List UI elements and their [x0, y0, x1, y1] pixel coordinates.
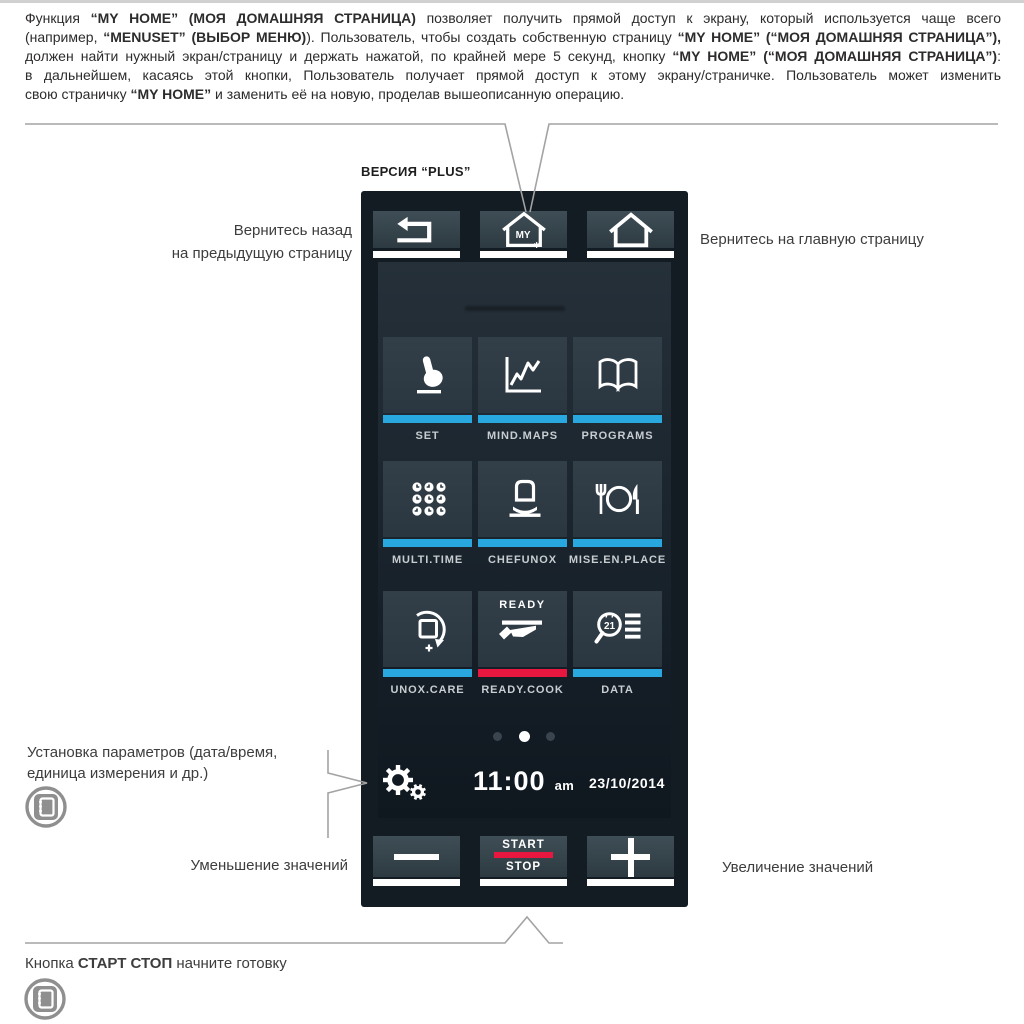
button-underline [480, 251, 567, 258]
my-home-button-tile[interactable] [480, 211, 567, 248]
home-button[interactable] [587, 211, 674, 258]
main-home-annotation: Вернитесь на главную страницу [700, 231, 924, 248]
pager-dot-active[interactable] [519, 731, 530, 742]
tile-label: MIND.MAPS [486, 430, 559, 442]
faint-watermark-text [465, 306, 565, 311]
ready-text: READY [499, 599, 546, 611]
clock-display [473, 766, 574, 797]
svg-text:MY: MY [515, 229, 531, 241]
button-underline [480, 879, 567, 886]
start-stop-red-bar [494, 852, 553, 858]
intro-line: свою страничку “MY HOME” и заменить её на новую, проделав вышеописанную операцию. [25, 86, 625, 102]
rotate-square-icon [404, 605, 452, 653]
button-underline [587, 879, 674, 886]
clock-grid-icon [404, 476, 452, 522]
search-list-icon [592, 608, 644, 650]
my-home-icon [498, 211, 550, 249]
tile-label: DATA [601, 684, 634, 696]
tile-accent-bar [478, 539, 567, 547]
button-underline [373, 251, 460, 258]
my-home-button[interactable] [480, 211, 567, 258]
tile-unox-care-button[interactable] [383, 591, 472, 667]
settings-annotation-line1: Установка параметров (дата/время, [27, 744, 278, 761]
back-arrow-icon [394, 215, 440, 245]
tile-label: PROGRAMS [581, 430, 654, 442]
tile-ready-cook-button[interactable] [478, 591, 567, 667]
start-stop-button[interactable] [480, 836, 567, 886]
increase-button-tile[interactable] [587, 836, 674, 877]
tile-label: UNOX.CARE [390, 684, 465, 696]
increase-button[interactable] [587, 836, 674, 886]
intro-line: в дальнейшем, касаясь этой кнопки, Пользователь получает прямой доступ к этому экрану/страничке. Пользователь может изменить [25, 67, 1001, 83]
tile-label: MISE.EN.PLACE [568, 554, 667, 566]
page-edge-line [0, 0, 1024, 3]
tile-accent-bar [478, 669, 567, 677]
pager-dot[interactable] [546, 732, 555, 741]
back-annotation-line1: Вернитесь назад [233, 222, 352, 239]
open-book-icon [594, 353, 642, 397]
pager-dot[interactable] [493, 732, 502, 741]
plus-icon [628, 838, 634, 877]
button-underline [587, 251, 674, 258]
intro-line: (например, “MENUSET” (ВЫБОР МЕНЮ)). Пользователь, чтобы создать собственную страницу “MY HOME” (“МОЯ ДОМАШНЯЯ СТРАНИЦА”), [25, 29, 1001, 45]
increase-annotation: Увеличение значений [722, 859, 874, 876]
tile-chefunox-button[interactable] [478, 461, 567, 537]
tile-multi-time-button[interactable] [383, 461, 472, 537]
intro-line: Функция “MY HOME” (МОЯ ДОМАШНЯЯ СТРАНИЦА) позволяет получить прямой доступ к экрану, который используется чаще всего [25, 10, 1002, 26]
tile-label: MULTI.TIME [391, 554, 464, 566]
back-annotation-line2: на предыдущую страницу [171, 245, 352, 262]
tile-mind-maps-button[interactable] [478, 337, 567, 413]
tile-label: SET [415, 430, 440, 442]
button-underline [373, 879, 460, 886]
tile-mise-en-place-button[interactable] [573, 461, 662, 537]
start-label: START [502, 839, 545, 851]
settings-annotation [27, 742, 277, 784]
time-value: 11:00 [473, 766, 546, 796]
svg-text:21: 21 [603, 621, 615, 632]
settings-annotation-line2: единица измерения и др.) [27, 765, 209, 782]
tile-set-button[interactable] [383, 337, 472, 413]
chef-icon [499, 476, 547, 522]
tile-accent-bar [573, 669, 662, 677]
tile-accent-bar [478, 415, 567, 423]
tile-accent-bar [573, 415, 662, 423]
hand-tray-icon [496, 617, 548, 643]
manual-booklet-icon [24, 785, 68, 829]
tile-accent-bar [383, 415, 472, 423]
tile-programs-button[interactable] [573, 337, 662, 413]
decrease-annotation: Уменьшение значений [190, 857, 348, 874]
stop-label: STOP [505, 861, 542, 873]
start-stop-button-tile[interactable] [480, 836, 567, 877]
line-chart-icon [499, 352, 547, 398]
version-label: ВЕРСИЯ “PLUS” [361, 164, 471, 179]
tile-accent-bar [383, 669, 472, 677]
home-button-tile[interactable] [587, 211, 674, 248]
decrease-button-tile[interactable] [373, 836, 460, 877]
plate-cutlery-icon [592, 476, 644, 522]
decrease-button[interactable] [373, 836, 460, 886]
back-button[interactable] [373, 211, 460, 258]
date-display: 23/10/2014 [589, 775, 666, 791]
back-button-tile[interactable] [373, 211, 460, 248]
tile-accent-bar [383, 539, 472, 547]
tile-label: READY.COOK [481, 684, 564, 696]
intro-paragraph [25, 9, 1001, 104]
home-icon [605, 212, 657, 248]
intro-line: должен найти нужный экран/страницу и держать нажатой, по крайней мере 5 секунд, кнопку “MY HOME” (“МОЯ ДОМАШНЯЯ СТРАНИЦА”): [25, 48, 1001, 64]
tile-accent-bar [573, 539, 662, 547]
manual-booklet-icon [23, 977, 67, 1021]
tile-label: CHEFUNOX [488, 554, 557, 566]
settings-gear-icon[interactable] [381, 763, 427, 801]
oven-touchscreen-panel [361, 191, 688, 907]
svg-text:✱: ✱ [532, 240, 540, 249]
tile-data-button[interactable] [573, 591, 662, 667]
start-stop-caption: Кнопка СТАРТ СТОП начните готовку [25, 955, 287, 972]
minus-icon [394, 854, 439, 860]
meridiem-label: am [554, 778, 575, 793]
back-annotation [140, 219, 352, 265]
touch-hand-icon [404, 352, 452, 398]
